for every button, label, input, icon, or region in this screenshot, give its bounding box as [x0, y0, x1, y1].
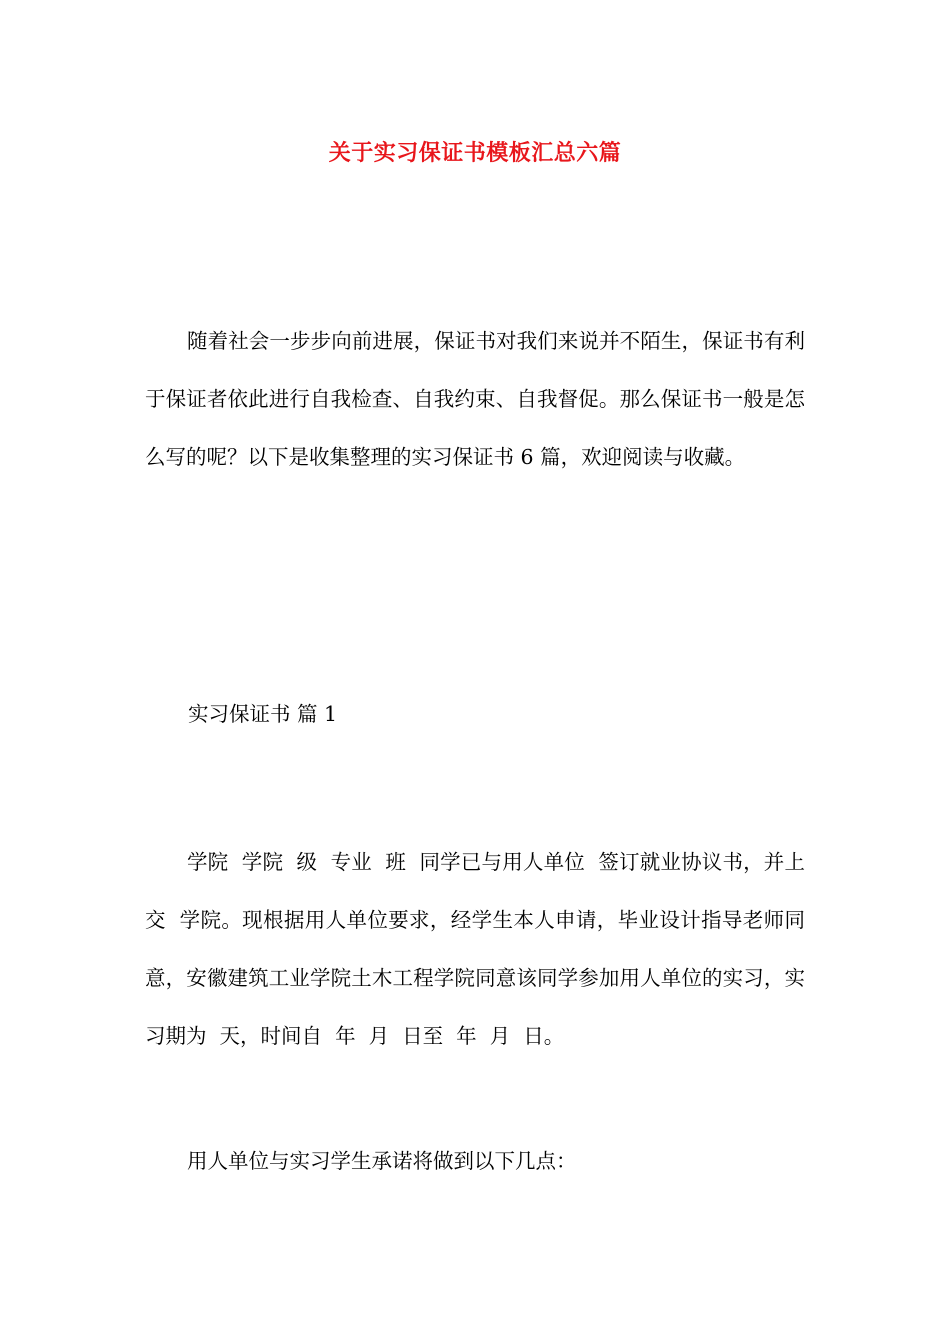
document-title: 关于实习保证书模板汇总六篇 [328, 140, 622, 166]
section-heading: 实习保证书 篇 1 [188, 702, 338, 726]
section-paragraph: 学院 学院 级 专业 班 同学已与用人单位 签订就业协议书，并上交 学院。现根据用人单位要求，经学生本人申请，毕业设计指导老师同意，安徽建筑工业学院土木工程学院同意该同学参加用人单位的实习，实习期为 天，时间自 年 月 日至 年 月 日。 [145, 850, 805, 1048]
commitment-intro-paragraph: 用人单位与实习学生承诺将做到以下几点： [187, 1149, 577, 1173]
intro-paragraph: 随着社会一步步向前进展，保证书对我们来说并不陌生，保证书有利于保证者依此进行自我检查、自我约束、自我督促。那么保证书一般是怎么写的呢？以下是收集整理的实习保证书 6 篇，欢迎阅读与收藏。 [145, 329, 805, 469]
